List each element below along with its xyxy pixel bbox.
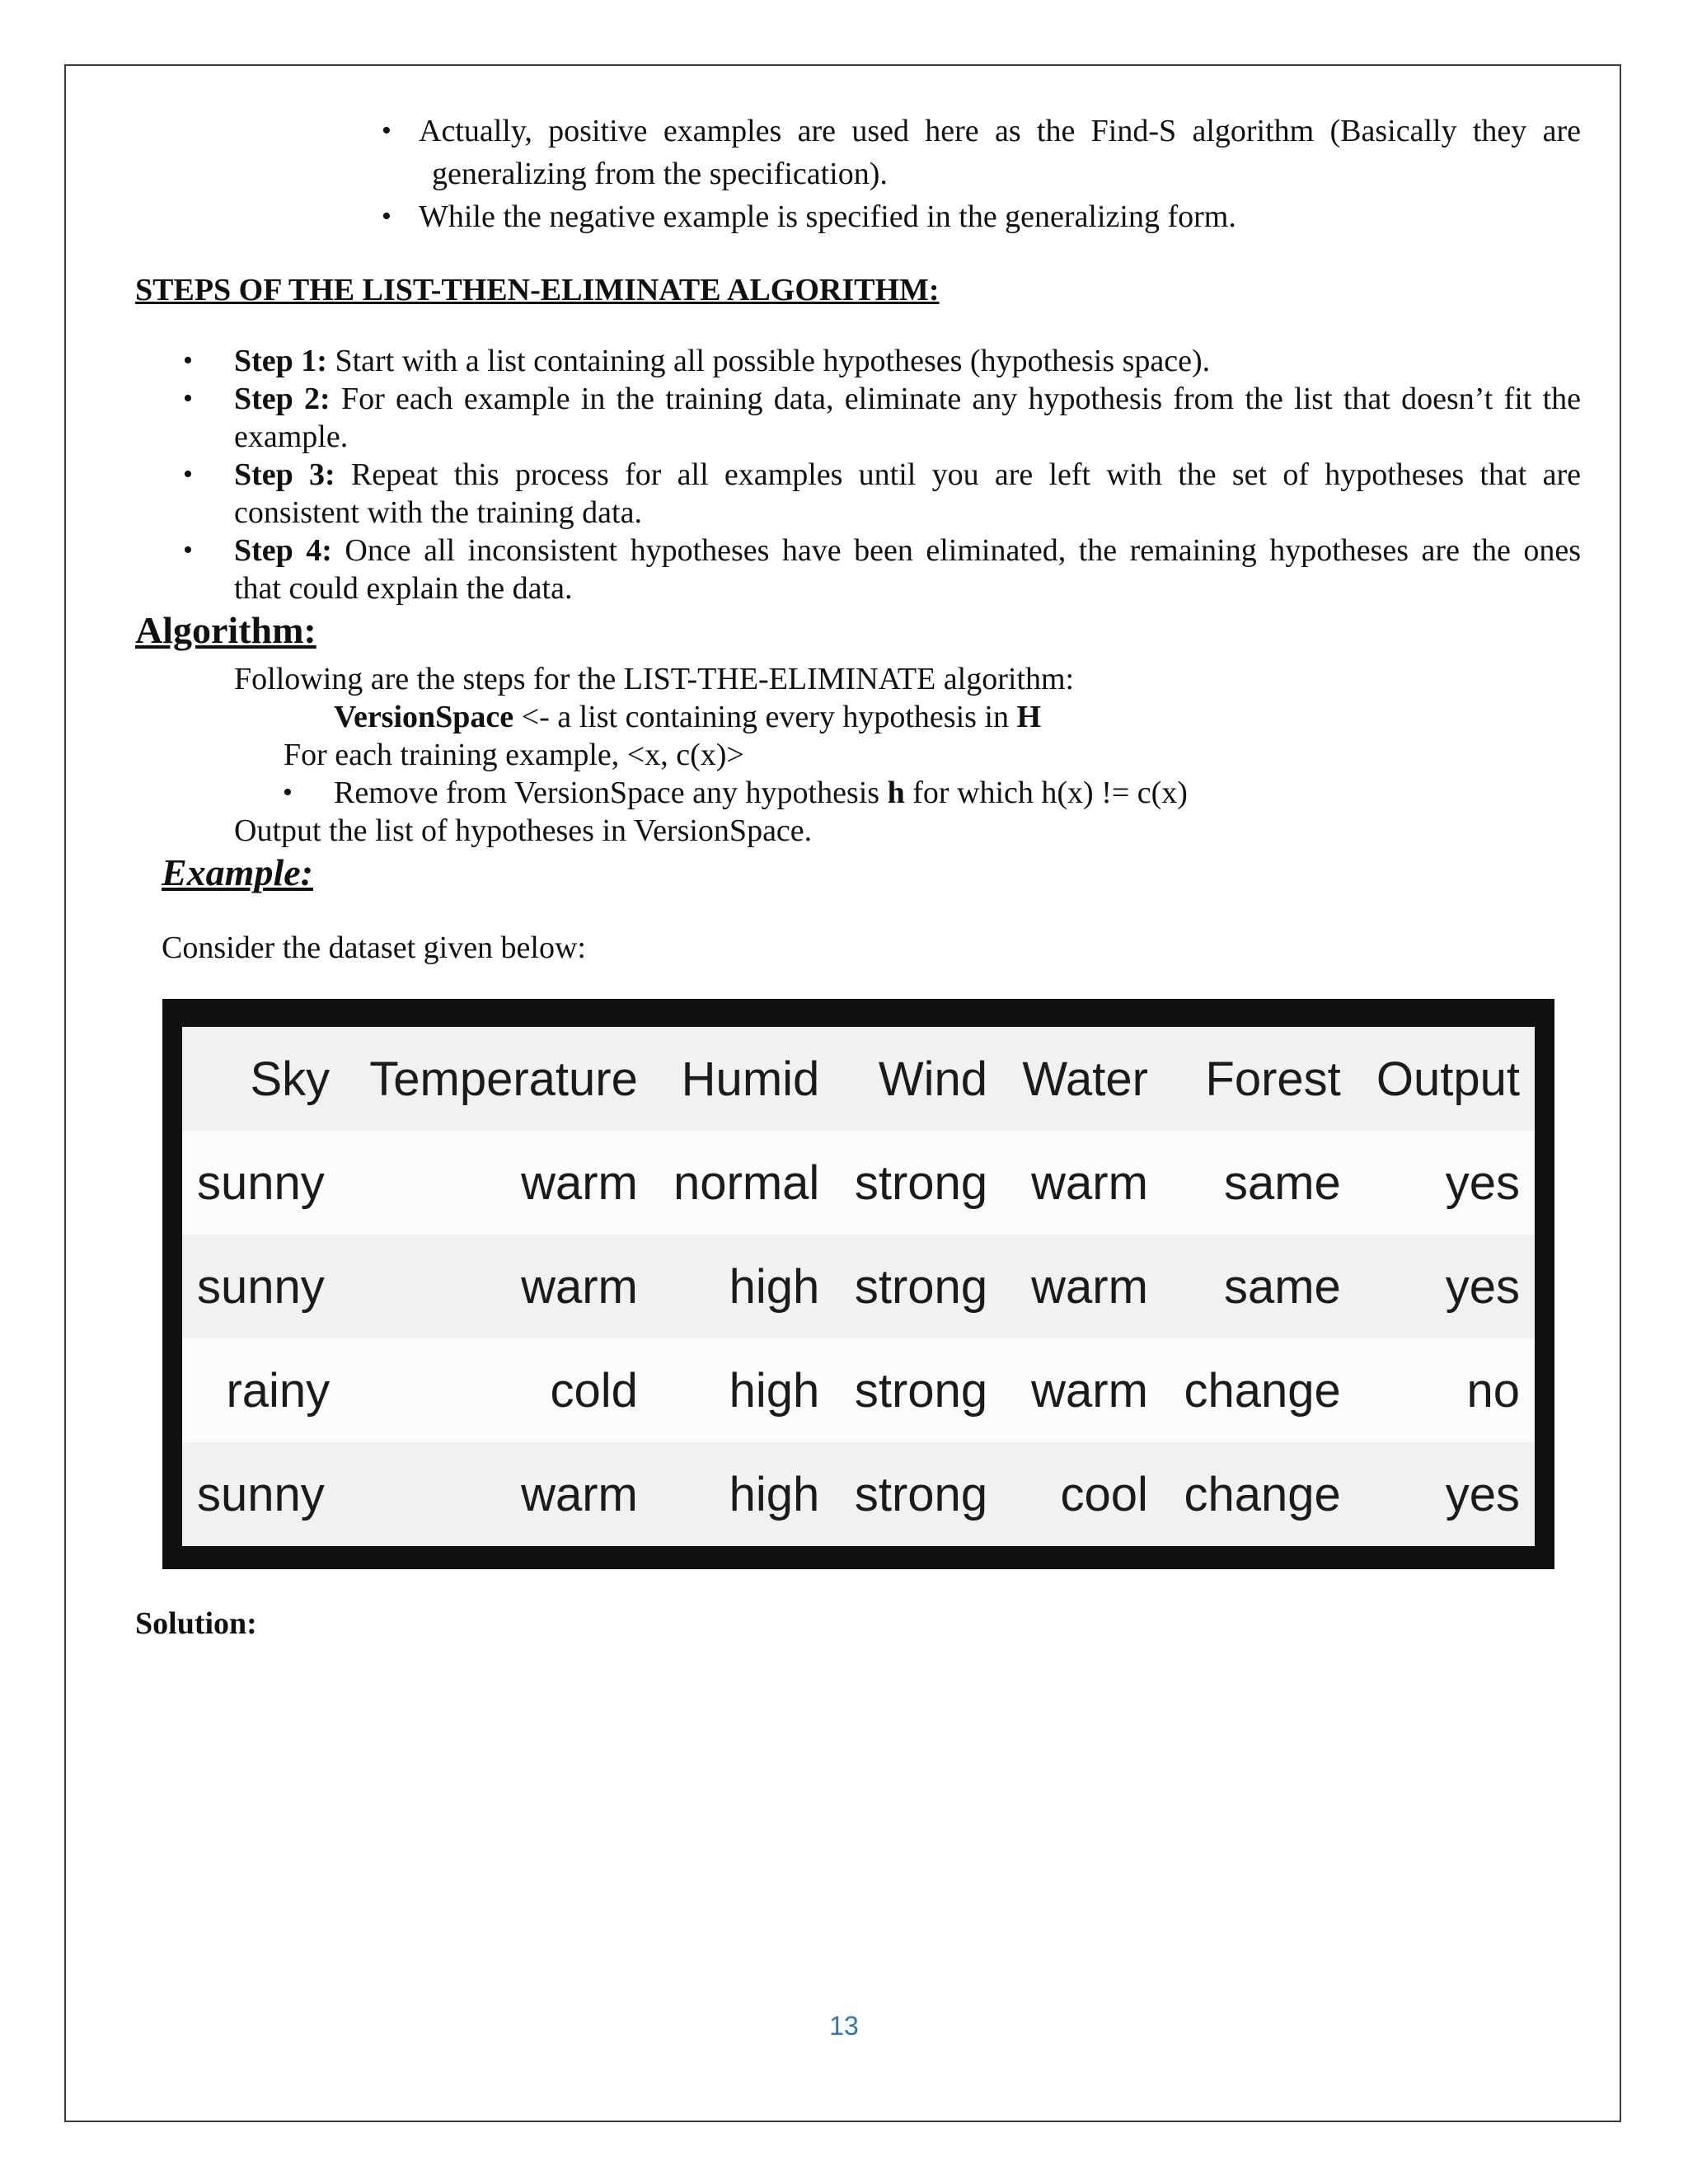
page-number: 13 <box>829 2011 859 2041</box>
header-temperature: Temperature <box>369 1052 638 1106</box>
algorithm-heading: Algorithm: <box>135 609 316 651</box>
table-header-row <box>182 1027 1535 1131</box>
step-2 <box>234 380 1581 418</box>
cell-wind: strong <box>854 1467 988 1521</box>
steps-heading: STEPS OF THE LIST-THEN-ELIMINATE ALGORITHM: <box>135 273 940 307</box>
for-each-line: For each training example, <x, c(x)> <box>284 738 744 772</box>
header-humid: Humid <box>681 1052 820 1106</box>
header-sky: Sky <box>250 1052 331 1106</box>
version-space-line <box>334 698 1041 736</box>
cell-temperature: cold <box>550 1363 638 1418</box>
step-2-cont: example. <box>234 419 349 454</box>
step-text: Repeat this process for all examples until you are left with the set of hypotheses that are <box>335 457 1581 492</box>
output-line: Output the list of hypotheses in VersionSpace. <box>234 813 813 848</box>
cell-temperature: warm <box>521 1155 638 1210</box>
cell-forest: same <box>1223 1259 1341 1314</box>
cell-output: yes <box>1445 1467 1520 1521</box>
cell-water: warm <box>1031 1259 1148 1314</box>
table-row <box>182 1338 1535 1442</box>
cell-output: yes <box>1445 1155 1520 1210</box>
header-water: Water <box>1022 1052 1148 1106</box>
table-row <box>182 1235 1535 1338</box>
remove-text: Remove from VersionSpace any hypothesis <box>334 776 888 810</box>
cell-humid: high <box>729 1467 820 1521</box>
header-forest: Forest <box>1205 1052 1341 1106</box>
cell-water: warm <box>1031 1155 1148 1210</box>
bullet-icon: • <box>183 459 193 490</box>
version-space-text: <- a list containing every hypothesis in <box>513 700 1017 734</box>
cell-wind: strong <box>854 1363 988 1418</box>
cell-water: cool <box>1060 1467 1148 1521</box>
step-3 <box>234 456 1581 494</box>
cell-sky: sunny <box>197 1467 325 1521</box>
table-row <box>182 1131 1535 1235</box>
cell-sky: rainy <box>226 1363 331 1418</box>
cell-forest: change <box>1184 1467 1341 1521</box>
cell-output: no <box>1466 1363 1520 1418</box>
cell-output: yes <box>1445 1259 1520 1314</box>
cell-sky: sunny <box>197 1155 325 1210</box>
header-wind: Wind <box>878 1052 988 1106</box>
bullet-icon: • <box>183 383 193 414</box>
dataset-table <box>182 1027 1535 1546</box>
step-label: Step 2: <box>234 382 331 416</box>
dataset-table-container <box>182 1027 1535 1546</box>
cell-humid: normal <box>673 1155 820 1210</box>
solution-label: Solution: <box>135 1606 257 1641</box>
bullet-icon: • <box>283 777 293 808</box>
cell-sky: sunny <box>197 1259 325 1314</box>
step-label: Step 1: <box>234 344 327 378</box>
bullet-icon: • <box>183 535 193 565</box>
intro-bullet-1-cont: generalizing from the specification). <box>432 157 888 191</box>
hypothesis-symbol: h <box>887 776 905 810</box>
step-label: Step 4: <box>234 533 332 568</box>
intro-bullet-1: Actually, positive examples are used here as the Find-S algorithm (Basically they are <box>419 114 1581 148</box>
cell-wind: strong <box>854 1259 988 1314</box>
step-text: For each example in the training data, eliminate any hypothesis from the list that doesn’t fit the <box>330 382 1581 416</box>
step-4 <box>234 532 1581 569</box>
remove-condition: for which h(x) != c(x) <box>904 776 1188 810</box>
cell-wind: strong <box>854 1155 988 1210</box>
cell-humid: high <box>729 1363 820 1418</box>
bullet-icon: • <box>382 115 392 146</box>
cell-temperature: warm <box>521 1467 638 1521</box>
hypothesis-space-symbol: H <box>1016 700 1042 734</box>
dataset-table-image <box>162 999 1554 1569</box>
cell-forest: same <box>1223 1155 1341 1210</box>
algorithm-intro: Following are the steps for the LIST-THE-ELIMINATE algorithm: <box>234 662 1075 696</box>
cell-water: warm <box>1031 1363 1148 1418</box>
cell-humid: high <box>729 1259 820 1314</box>
bullet-icon: • <box>183 345 193 376</box>
cell-temperature: warm <box>521 1259 638 1314</box>
step-label: Step 3: <box>234 457 335 492</box>
consider-text: Consider the dataset given below: <box>162 930 586 965</box>
version-space-term: VersionSpace <box>334 700 514 734</box>
bullet-icon: • <box>382 201 392 232</box>
remove-line <box>334 774 1188 812</box>
cell-forest: change <box>1184 1363 1341 1418</box>
step-text: Once all inconsistent hypotheses have been eliminated, the remaining hypotheses are the ones <box>331 533 1581 568</box>
table-row <box>182 1442 1535 1546</box>
step-1 <box>234 342 1581 380</box>
header-output: Output <box>1376 1052 1520 1106</box>
intro-bullet-2: While the negative example is specified in the generalizing form. <box>419 199 1236 234</box>
example-heading: Example: <box>162 851 313 893</box>
step-text: Start with a list containing all possible hypotheses (hypothesis space). <box>326 344 1211 378</box>
step-3-cont: consistent with the training data. <box>234 495 642 530</box>
step-4-cont: that could explain the data. <box>234 571 573 606</box>
